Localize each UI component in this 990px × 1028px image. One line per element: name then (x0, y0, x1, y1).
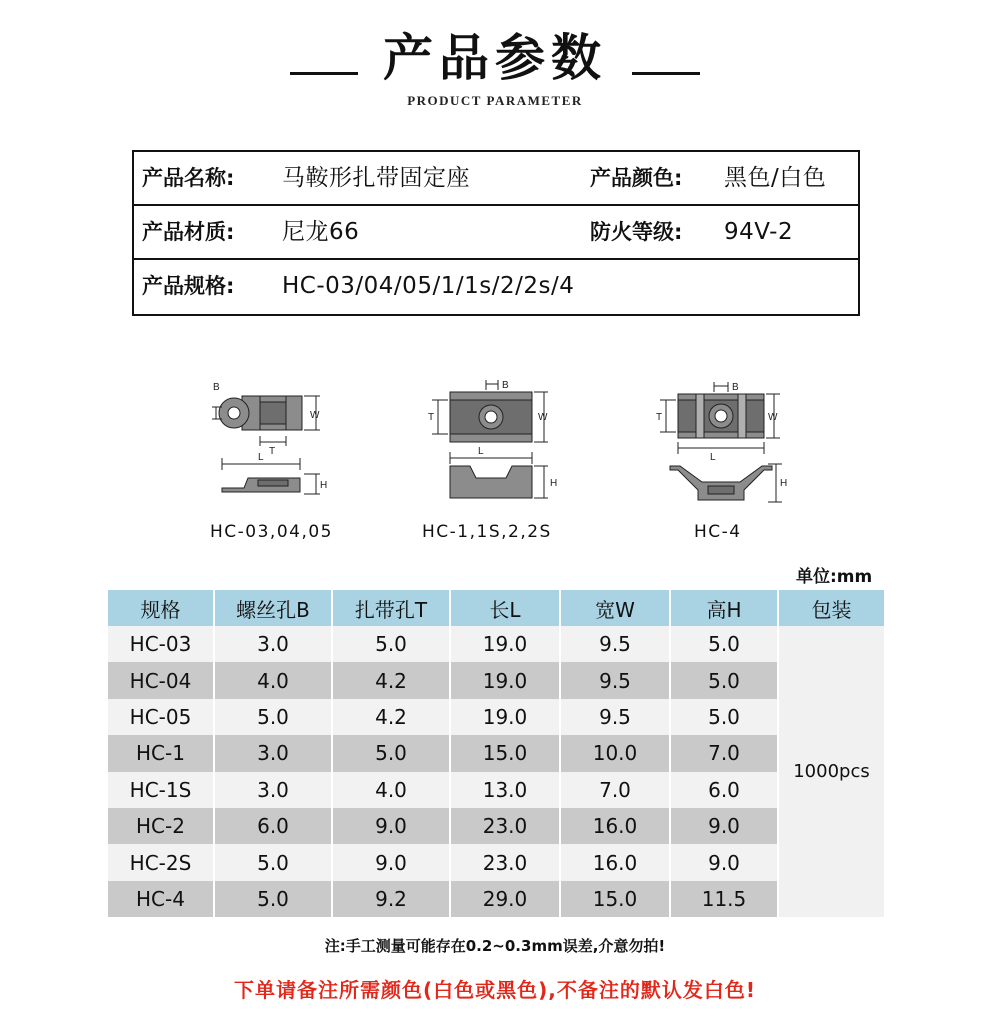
diagram-caption-hc-1: HC-1,1S,2,2S (422, 522, 552, 542)
diagram-hc-4 (652, 370, 802, 542)
cell-w: 7.0 (560, 772, 670, 808)
header-length: 长L (450, 590, 560, 626)
cell-model: HC-4 (108, 881, 214, 917)
cell-model: HC-1S (108, 772, 214, 808)
hc03-label-t: T (269, 446, 276, 457)
hc4-label-h: H (780, 478, 788, 489)
cell-w: 15.0 (560, 881, 670, 917)
cell-b: 6.0 (214, 808, 332, 844)
hc1-label-t: T (428, 412, 435, 423)
cell-b: 4.0 (214, 662, 332, 698)
cell-t: 9.2 (332, 881, 450, 917)
table-row (108, 808, 884, 844)
table-row (108, 662, 884, 698)
diagram-hc-1-1s-2-2s (420, 370, 590, 542)
cell-l: 19.0 (450, 699, 560, 735)
cell-h: 9.0 (670, 844, 778, 880)
cell-h: 5.0 (670, 662, 778, 698)
spec-value: HC-03/04/05/1/1s/2/2s/4 (282, 273, 575, 299)
cell-t: 5.0 (332, 626, 450, 662)
unit-label: 单位:mm (796, 567, 873, 587)
table-row (108, 699, 884, 735)
color-label: 产品颜色: (590, 166, 683, 190)
hc-03-drawing (200, 370, 340, 520)
cell-t: 4.2 (332, 699, 450, 735)
hc1-label-b: B (502, 380, 509, 391)
cell-b: 3.0 (214, 626, 332, 662)
cell-l: 29.0 (450, 881, 560, 917)
cell-l: 15.0 (450, 735, 560, 771)
hc1-label-w: W (538, 412, 548, 423)
fire-value: 94V-2 (724, 219, 794, 245)
material-value: 尼龙66 (282, 219, 360, 245)
cell-h: 5.0 (670, 699, 778, 735)
table-row (108, 844, 884, 880)
cell-b: 5.0 (214, 699, 332, 735)
table-row (108, 626, 884, 662)
spec-table (108, 590, 884, 917)
diagram-hc-03-04-05 (200, 370, 360, 542)
header-spec: 规格 (108, 590, 214, 626)
cell-model: HC-04 (108, 662, 214, 698)
hc4-label-t: T (656, 412, 663, 423)
cell-b: 3.0 (214, 735, 332, 771)
hc1-label-l: L (478, 446, 484, 457)
cell-h: 11.5 (670, 881, 778, 917)
diagram-caption-hc-4: HC-4 (694, 522, 742, 542)
spec-label: 产品规格: (142, 274, 235, 298)
packaging-cell: 1000pcs (778, 626, 884, 917)
cell-w: 16.0 (560, 808, 670, 844)
product-info-box (132, 150, 860, 316)
color-value: 黑色/白色 (724, 165, 827, 191)
cell-t: 5.0 (332, 735, 450, 771)
header-height: 高H (670, 590, 778, 626)
header-packaging: 包装 (778, 590, 884, 626)
cell-model: HC-2S (108, 844, 214, 880)
cell-model: HC-03 (108, 626, 214, 662)
hc1-label-h: H (550, 478, 558, 489)
cell-t: 4.2 (332, 662, 450, 698)
cell-model: HC-1 (108, 735, 214, 771)
info-row-name-color (134, 152, 858, 206)
table-row (108, 772, 884, 808)
name-value: 马鞍形扎带固定座 (282, 165, 470, 191)
cell-w: 9.5 (560, 626, 670, 662)
diagram-caption-hc-03: HC-03,04,05 (210, 522, 333, 542)
cell-l: 19.0 (450, 626, 560, 662)
fire-label: 防火等级: (590, 220, 683, 244)
cell-l: 13.0 (450, 772, 560, 808)
table-header-row (108, 590, 884, 626)
cell-b: 5.0 (214, 844, 332, 880)
hc03-label-h: H (320, 480, 328, 491)
hc-1-drawing (420, 370, 560, 520)
cell-w: 9.5 (560, 699, 670, 735)
cell-l: 23.0 (450, 844, 560, 880)
page-title: 产品参数 (383, 28, 607, 87)
hc4-label-l: L (710, 452, 716, 463)
hc03-label-l: L (258, 452, 264, 463)
cell-h: 9.0 (670, 808, 778, 844)
hc-4-drawing (652, 370, 792, 520)
name-label: 产品名称: (142, 166, 235, 190)
cell-model: HC-05 (108, 699, 214, 735)
cell-h: 7.0 (670, 735, 778, 771)
hc4-label-b: B (732, 382, 739, 393)
cell-h: 6.0 (670, 772, 778, 808)
order-color-warning: 下单请备注所需颜色(白色或黑色),不备注的默认发白色! (234, 978, 756, 1002)
info-row-material-fire (134, 206, 858, 260)
title-line-right (632, 72, 700, 75)
material-label: 产品材质: (142, 220, 235, 244)
hc03-label-b: B (213, 382, 220, 393)
cell-l: 19.0 (450, 662, 560, 698)
header-tie-hole: 扎带孔T (332, 590, 450, 626)
measurement-note: 注:手工测量可能存在0.2~0.3mm误差,介意勿拍! (324, 937, 666, 955)
cell-h: 5.0 (670, 626, 778, 662)
cell-model: HC-2 (108, 808, 214, 844)
cell-w: 9.5 (560, 662, 670, 698)
page-header (0, 26, 990, 116)
cell-t: 9.0 (332, 844, 450, 880)
cell-w: 10.0 (560, 735, 670, 771)
header-screw-hole: 螺丝孔B (214, 590, 332, 626)
cell-b: 5.0 (214, 881, 332, 917)
hc4-label-w: W (768, 412, 778, 423)
dimension-diagrams (0, 370, 990, 560)
cell-t: 4.0 (332, 772, 450, 808)
page-subtitle: PRODUCT PARAMETER (407, 93, 583, 108)
cell-b: 3.0 (214, 772, 332, 808)
cell-w: 16.0 (560, 844, 670, 880)
info-row-spec (134, 260, 858, 314)
hc03-label-w: W (310, 410, 320, 421)
cell-t: 9.0 (332, 808, 450, 844)
header-width: 宽W (560, 590, 670, 626)
table-row (108, 735, 884, 771)
cell-l: 23.0 (450, 808, 560, 844)
table-row (108, 881, 884, 917)
